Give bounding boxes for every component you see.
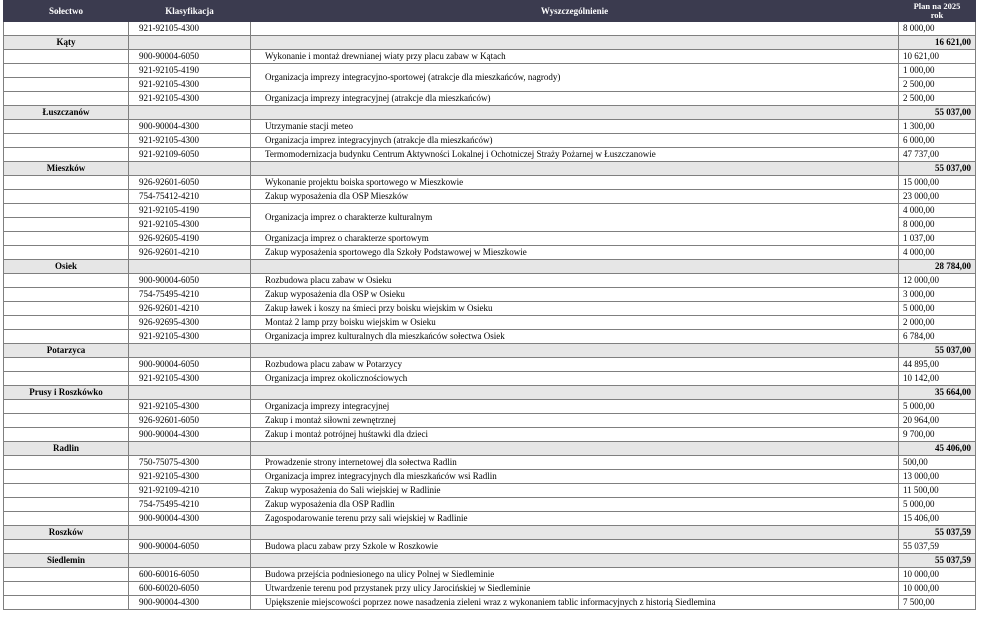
solectwo-cell — [4, 540, 129, 554]
klasyfikacja-cell: 900-90004-4300 — [129, 512, 251, 526]
amount-cell: 44 895,00 — [899, 358, 976, 372]
description-cell: Zakup ławek i koszy na śmieci przy boisku wiejskim w Osieku — [251, 302, 899, 316]
table-header — [4, 1, 976, 22]
description-cell: Rozbudowa placu zabaw w Potarzycy — [251, 358, 899, 372]
group-row — [4, 526, 976, 540]
group-row — [4, 36, 976, 50]
table-row — [4, 456, 976, 470]
klasyfikacja-cell: 921-92109-6050 — [129, 148, 251, 162]
description-cell: Organizacja imprez kulturalnych dla mieszkańców sołectwa Osiek — [251, 330, 899, 344]
solectwo-cell — [4, 470, 129, 484]
amount-cell: 3 000,00 — [899, 288, 976, 302]
amount-cell: 4 000,00 — [899, 204, 976, 218]
klasyfikacja-cell: 900-90004-6050 — [129, 50, 251, 64]
table-row — [4, 470, 976, 484]
solectwo-name: Roszków — [4, 526, 129, 540]
klasyfikacja-cell: 900-90004-6050 — [129, 358, 251, 372]
description-cell — [251, 162, 899, 176]
table-row — [4, 22, 976, 36]
amount-cell: 7 500,00 — [899, 596, 976, 610]
group-row — [4, 162, 976, 176]
group-row — [4, 344, 976, 358]
group-row — [4, 554, 976, 568]
klasyfikacja-cell: 900-90004-4300 — [129, 428, 251, 442]
description-cell: Rozbudowa placu zabaw w Osieku — [251, 274, 899, 288]
header-solectwo: Sołectwo — [4, 1, 129, 22]
amount-cell: 1 300,00 — [899, 120, 976, 134]
klasyfikacja-cell: 921-92109-4210 — [129, 484, 251, 498]
amount-cell: 6 000,00 — [899, 134, 976, 148]
description-cell: Zakup wyposażenia do Sali wiejskiej w Radlinie — [251, 484, 899, 498]
klasyfikacja-cell: 921-92105-4300 — [129, 218, 251, 232]
amount-cell: 8 000,00 — [899, 22, 976, 36]
amount-cell: 10 000,00 — [899, 568, 976, 582]
description-cell: Utrzymanie stacji meteo — [251, 120, 899, 134]
klasyfikacja-cell: 921-92105-4300 — [129, 92, 251, 106]
amount-cell: 13 000,00 — [899, 470, 976, 484]
amount-cell: 5 000,00 — [899, 302, 976, 316]
solectwo-cell — [4, 372, 129, 386]
klasyfikacja-cell — [129, 106, 251, 120]
description-cell: Wykonanie i montaż drewnianej wiaty przy placu zabaw w Kątach — [251, 50, 899, 64]
description-cell: Termomodernizacja budynku Centrum Aktywności Lokalnej i Ochotniczej Straży Pożarnej w Łuszczanowie — [251, 148, 899, 162]
solectwo-name: Prusy i Roszkówko — [4, 386, 129, 400]
amount-cell: 12 000,00 — [899, 274, 976, 288]
description-cell — [251, 260, 899, 274]
solectwo-cell — [4, 512, 129, 526]
solectwo-cell — [4, 428, 129, 442]
solectwo-cell — [4, 596, 129, 610]
description-cell: Budowa przejścia podniesionego na ulicy Polnej w Siedleminie — [251, 568, 899, 582]
klasyfikacja-cell: 750-75075-4300 — [129, 456, 251, 470]
table-row — [4, 484, 976, 498]
group-row — [4, 442, 976, 456]
solectwo-cell — [4, 22, 129, 36]
table-row — [4, 316, 976, 330]
solectwo-name: Potarzyca — [4, 344, 129, 358]
amount-cell: 15 406,00 — [899, 512, 976, 526]
description-cell — [251, 344, 899, 358]
klasyfikacja-cell: 926-92601-4210 — [129, 302, 251, 316]
table-row — [4, 288, 976, 302]
amount-cell: 20 964,00 — [899, 414, 976, 428]
solectwo-cell — [4, 568, 129, 582]
klasyfikacja-cell — [129, 442, 251, 456]
group-total: 55 037,00 — [899, 162, 976, 176]
klasyfikacja-cell: 921-92105-4300 — [129, 400, 251, 414]
table-row — [4, 148, 976, 162]
table-row — [4, 50, 976, 64]
klasyfikacja-cell: 926-92601-4210 — [129, 246, 251, 260]
solectwo-cell — [4, 498, 129, 512]
description-cell: Organizacja imprez okolicznościowych — [251, 372, 899, 386]
description-cell — [251, 526, 899, 540]
solectwo-cell — [4, 78, 129, 92]
amount-cell: 10 000,00 — [899, 582, 976, 596]
amount-cell: 23 000,00 — [899, 190, 976, 204]
group-total: 55 037,59 — [899, 526, 976, 540]
klasyfikacja-cell — [129, 344, 251, 358]
amount-cell: 6 784,00 — [899, 330, 976, 344]
klasyfikacja-cell — [129, 36, 251, 50]
description-cell: Prowadzenie strony internetowej dla sołectwa Radlin — [251, 456, 899, 470]
solectwo-name: Kąty — [4, 36, 129, 50]
description-cell: Zakup wyposażenia dla OSP Radlin — [251, 498, 899, 512]
group-row — [4, 260, 976, 274]
description-cell: Organizacja imprez o charakterze sportowym — [251, 232, 899, 246]
amount-cell: 1 000,00 — [899, 64, 976, 78]
klasyfikacja-cell: 921-92105-4300 — [129, 134, 251, 148]
solectwo-cell — [4, 190, 129, 204]
amount-cell: 2 500,00 — [899, 78, 976, 92]
klasyfikacja-cell: 921-92105-4190 — [129, 64, 251, 78]
description-cell: Zakup wyposażenia dla OSP Mieszków — [251, 190, 899, 204]
description-cell: Wykonanie projektu boiska sportowego w Mieszkowie — [251, 176, 899, 190]
klasyfikacja-cell: 754-75412-4210 — [129, 190, 251, 204]
table-row — [4, 190, 976, 204]
table-row — [4, 232, 976, 246]
klasyfikacja-cell — [129, 554, 251, 568]
table-row — [4, 400, 976, 414]
solectwo-cell — [4, 92, 129, 106]
table-row — [4, 512, 976, 526]
solectwo-cell — [4, 204, 129, 218]
description-cell: Zakup i montaż siłowni zewnętrznej — [251, 414, 899, 428]
description-cell — [251, 442, 899, 456]
description-cell — [251, 36, 899, 50]
description-cell: Organizacja imprez integracyjnych dla mieszkańców wsi Radlin — [251, 470, 899, 484]
klasyfikacja-cell — [129, 162, 251, 176]
group-total: 55 037,00 — [899, 344, 976, 358]
group-total: 55 037,59 — [899, 554, 976, 568]
table-row — [4, 120, 976, 134]
group-total: 45 406,00 — [899, 442, 976, 456]
klasyfikacja-cell — [129, 526, 251, 540]
table-row — [4, 134, 976, 148]
table-row — [4, 428, 976, 442]
solectwo-name: Siedlemin — [4, 554, 129, 568]
description-cell — [251, 106, 899, 120]
description-cell: Budowa placu zabaw przy Szkole w Roszkowie — [251, 540, 899, 554]
description-cell: Zakup i montaż potrójnej huśtawki dla dzieci — [251, 428, 899, 442]
solectwo-cell — [4, 288, 129, 302]
amount-cell: 55 037,59 — [899, 540, 976, 554]
description-cell: Upiększenie miejscowości poprzez nowe nasadzenia zieleni wraz z wykonaniem tablic informacyjnych z historią Siedlemina — [251, 596, 899, 610]
klasyfikacja-cell: 926-92605-4190 — [129, 232, 251, 246]
header-klasyfikacja: Klasyfikacja — [129, 1, 251, 22]
solectwo-cell — [4, 120, 129, 134]
amount-cell: 11 500,00 — [899, 484, 976, 498]
group-total: 28 784,00 — [899, 260, 976, 274]
amount-cell: 47 737,00 — [899, 148, 976, 162]
klasyfikacja-cell: 754-75495-4210 — [129, 288, 251, 302]
table-row — [4, 92, 976, 106]
solectwo-cell — [4, 232, 129, 246]
header-plan-line2: rok — [930, 10, 944, 20]
table-row — [4, 330, 976, 344]
klasyfikacja-cell: 600-60020-6050 — [129, 582, 251, 596]
solectwo-cell — [4, 330, 129, 344]
description-cell — [251, 22, 899, 36]
klasyfikacja-cell: 926-92601-6050 — [129, 414, 251, 428]
table-row — [4, 414, 976, 428]
klasyfikacja-cell — [129, 386, 251, 400]
amount-cell: 5 000,00 — [899, 400, 976, 414]
amount-cell: 10 142,00 — [899, 372, 976, 386]
solectwo-cell — [4, 456, 129, 470]
amount-cell: 9 700,00 — [899, 428, 976, 442]
group-total: 16 621,00 — [899, 36, 976, 50]
solectwo-cell — [4, 148, 129, 162]
solectwo-cell — [4, 246, 129, 260]
description-cell: Montaż 2 lamp przy boisku wiejskim w Osieku — [251, 316, 899, 330]
table-row — [4, 274, 976, 288]
amount-cell: 500,00 — [899, 456, 976, 470]
description-cell: Zagospodarowanie terenu przy sali wiejskiej w Radlinie — [251, 512, 899, 526]
table-row — [4, 582, 976, 596]
amount-cell: 5 000,00 — [899, 498, 976, 512]
description-cell: Zakup wyposażenia sportowego dla Szkoły Podstawowej w Mieszkowie — [251, 246, 899, 260]
header-wyszczegolnienie: Wyszczególnienie — [251, 1, 899, 22]
klasyfikacja-cell: 900-90004-4300 — [129, 120, 251, 134]
solectwo-cell — [4, 134, 129, 148]
solectwo-name: Radlin — [4, 442, 129, 456]
table-row — [4, 596, 976, 610]
klasyfikacja-cell: 921-92105-4300 — [129, 470, 251, 484]
solectwo-name: Osiek — [4, 260, 129, 274]
solectwo-cell — [4, 274, 129, 288]
table-row — [4, 64, 976, 78]
group-row — [4, 106, 976, 120]
description-cell — [251, 554, 899, 568]
solectwo-cell — [4, 484, 129, 498]
group-row — [4, 386, 976, 400]
table-row — [4, 498, 976, 512]
amount-cell: 2 500,00 — [899, 92, 976, 106]
solectwo-cell — [4, 50, 129, 64]
klasyfikacja-cell: 900-90004-6050 — [129, 540, 251, 554]
table-row — [4, 302, 976, 316]
klasyfikacja-cell: 921-92105-4300 — [129, 330, 251, 344]
amount-cell: 8 000,00 — [899, 218, 976, 232]
amount-cell: 4 000,00 — [899, 246, 976, 260]
header-plan-line1: Plan na 2025 — [913, 1, 961, 11]
description-cell: Utwardzenie terenu pod przystanek przy ulicy Jarocińskiej w Siedleminie — [251, 582, 899, 596]
table-row — [4, 372, 976, 386]
description-cell: Organizacja imprezy integracyjno-sportowej (atrakcje dla mieszkańców, nagrody) — [251, 64, 899, 92]
table-row — [4, 358, 976, 372]
solectwo-cell — [4, 302, 129, 316]
header-plan — [899, 1, 976, 22]
description-cell: Organizacja imprezy integracyjnej — [251, 400, 899, 414]
group-total: 35 664,00 — [899, 386, 976, 400]
klasyfikacja-cell: 754-75495-4210 — [129, 498, 251, 512]
description-cell: Organizacja imprez integracyjnych (atrakcje dla mieszkańców) — [251, 134, 899, 148]
solectwo-cell — [4, 414, 129, 428]
table-row — [4, 540, 976, 554]
description-cell: Organizacja imprez o charakterze kulturalnym — [251, 204, 899, 232]
description-cell: Zakup wyposażenia dla OSP w Osieku — [251, 288, 899, 302]
description-cell — [251, 386, 899, 400]
solectwo-name: Mieszków — [4, 162, 129, 176]
klasyfikacja-cell: 600-60016-6050 — [129, 568, 251, 582]
klasyfikacja-cell: 900-90004-6050 — [129, 274, 251, 288]
amount-cell: 15 000,00 — [899, 176, 976, 190]
solectwo-cell — [4, 582, 129, 596]
table-row — [4, 204, 976, 218]
table-body — [4, 22, 976, 610]
klasyfikacja-cell: 921-92105-4300 — [129, 22, 251, 36]
table-row — [4, 176, 976, 190]
solectwo-cell — [4, 400, 129, 414]
solectwo-cell — [4, 176, 129, 190]
solectwo-cell — [4, 64, 129, 78]
solectwo-name: Łuszczanów — [4, 106, 129, 120]
description-cell: Organizacja imprezy integracyjnej (atrakcje dla mieszkańców) — [251, 92, 899, 106]
klasyfikacja-cell: 926-92601-6050 — [129, 176, 251, 190]
solectwo-cell — [4, 358, 129, 372]
klasyfikacja-cell: 900-90004-4300 — [129, 596, 251, 610]
budget-table — [3, 0, 976, 610]
klasyfikacja-cell: 921-92105-4190 — [129, 204, 251, 218]
amount-cell: 2 000,00 — [899, 316, 976, 330]
klasyfikacja-cell: 926-92695-4300 — [129, 316, 251, 330]
solectwo-cell — [4, 218, 129, 232]
klasyfikacja-cell — [129, 260, 251, 274]
amount-cell: 1 037,00 — [899, 232, 976, 246]
klasyfikacja-cell: 921-92105-4300 — [129, 372, 251, 386]
amount-cell: 10 621,00 — [899, 50, 976, 64]
table-row — [4, 246, 976, 260]
solectwo-cell — [4, 316, 129, 330]
klasyfikacja-cell: 921-92105-4300 — [129, 78, 251, 92]
table-row — [4, 568, 976, 582]
group-total: 55 037,00 — [899, 106, 976, 120]
